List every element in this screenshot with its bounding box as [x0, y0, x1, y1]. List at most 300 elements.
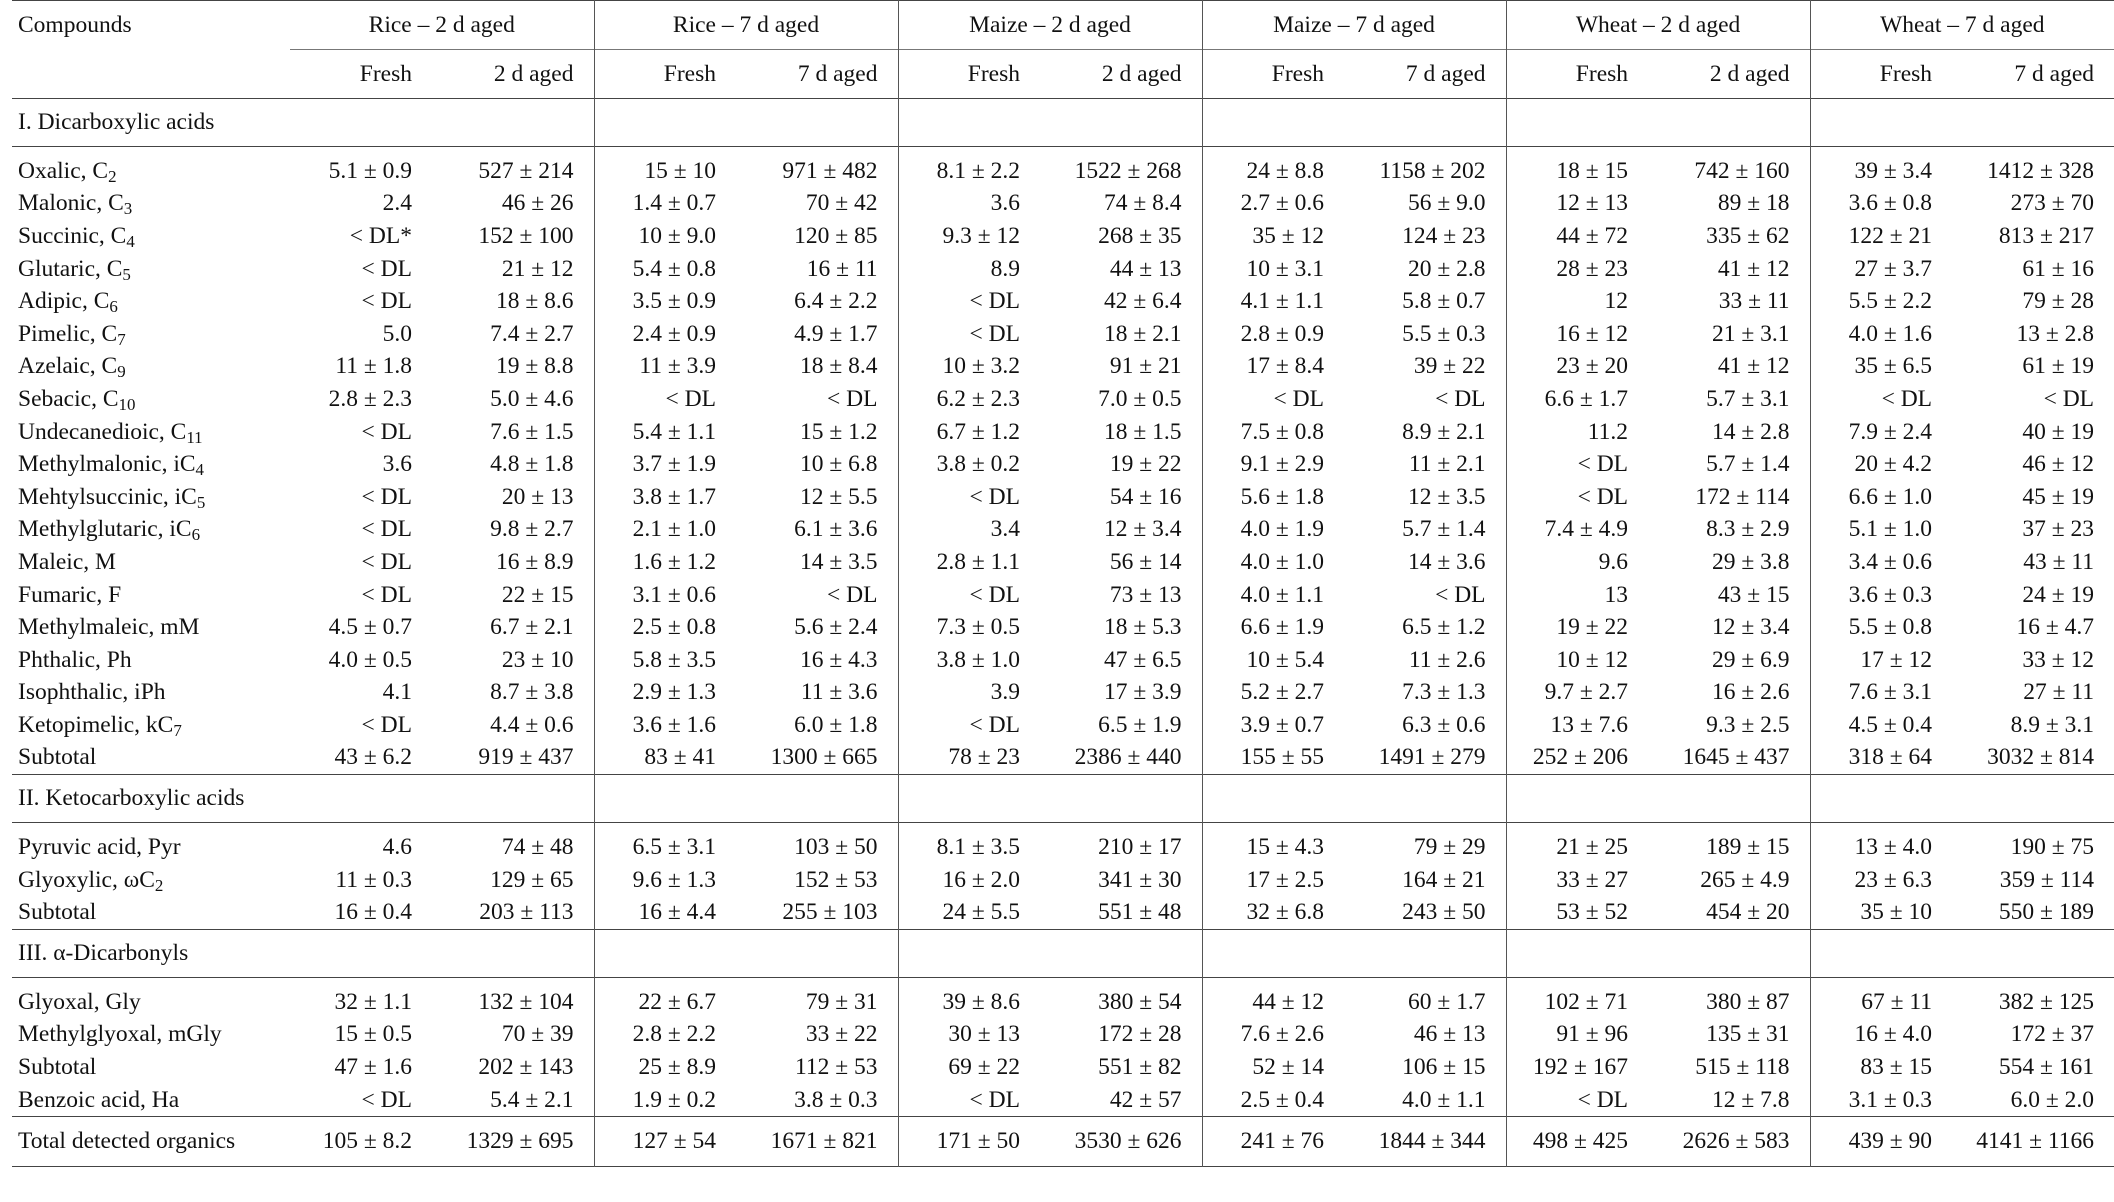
value-cell: 17 ± 8.4 — [1202, 351, 1344, 384]
value-cell: 79 ± 29 — [1413, 834, 1486, 861]
compound-label: Sebacic, C — [18, 385, 119, 412]
compound-name — [12, 896, 290, 929]
total-value-cell: 439 ± 90 — [1810, 1117, 1952, 1167]
value-cell: 152 ± 100 — [478, 222, 574, 249]
value-cell: 15 ± 10 — [594, 147, 736, 188]
value-cell: 103 ± 50 — [794, 834, 878, 861]
value-cell: 56 ± 14 — [1109, 548, 1182, 575]
blank-cell — [1040, 930, 1202, 978]
value-cell: 9.3 ± 2.5 — [1706, 711, 1790, 738]
compound-label: Oxalic, C — [18, 157, 109, 184]
compound-label: Phthalic, Ph — [18, 646, 132, 673]
value-cell: 3.9 — [898, 677, 1040, 710]
value-cell: < DL — [898, 579, 1040, 612]
carbon-subscript: 7 — [173, 720, 182, 740]
value-cell: 35 ± 12 — [1202, 220, 1344, 253]
value-cell: 6.5 ± 3.1 — [594, 823, 736, 864]
value-cell: 8.7 ± 3.8 — [490, 679, 574, 706]
value-cell: 13 ± 2.8 — [2016, 320, 2095, 347]
value-cell: 13 ± 4.0 — [1810, 823, 1952, 864]
value-cell: 2.1 ± 1.0 — [594, 514, 736, 547]
value-cell: 268 ± 35 — [1098, 222, 1182, 249]
value-cell: 30 ± 13 — [898, 1019, 1040, 1052]
value-cell: 164 ± 21 — [1402, 866, 1486, 893]
value-cell: 3.5 ± 0.9 — [594, 285, 736, 318]
blank-cell — [1506, 775, 1648, 823]
value-cell: 202 ± 143 — [478, 1054, 574, 1081]
value-cell: 3.9 ± 0.7 — [1202, 709, 1344, 742]
value-cell: 15 ± 4.3 — [1202, 823, 1344, 864]
value-cell: 79 ± 28 — [2022, 288, 2095, 315]
table-row — [12, 416, 2114, 449]
table-row — [12, 579, 2114, 612]
sub-header: Fresh — [1202, 50, 1344, 99]
value-cell: 44 ± 12 — [1202, 978, 1344, 1019]
value-cell: 16 ± 4.0 — [1810, 1019, 1952, 1052]
value-cell: 11.2 — [1506, 416, 1648, 449]
blank-cell — [594, 930, 736, 978]
value-cell: 5.4 ± 2.1 — [490, 1086, 574, 1113]
value-cell: 16 ± 4.3 — [799, 646, 878, 673]
value-cell: 380 ± 54 — [1098, 988, 1182, 1015]
value-cell: 18 ± 8.4 — [799, 353, 878, 380]
value-cell: 73 ± 13 — [1109, 581, 1182, 608]
value-cell: 6.5 ± 1.2 — [1402, 614, 1486, 641]
compound-label: Methylmaleic, mM — [18, 614, 200, 641]
blank-cell — [898, 775, 1040, 823]
total-label: Total detected organics — [18, 1128, 236, 1155]
value-cell: 454 ± 20 — [1706, 899, 1790, 926]
value-cell: 16 ± 4.4 — [594, 896, 736, 929]
value-cell: 17 ± 2.5 — [1202, 864, 1344, 897]
value-cell: 11 ± 3.9 — [594, 351, 736, 384]
total-value-cell: 4141 ± 1166 — [1976, 1128, 2095, 1155]
value-cell: 2.7 ± 0.6 — [1202, 188, 1344, 221]
blank-cell — [432, 930, 594, 978]
value-cell: < DL — [2043, 385, 2095, 412]
compound-label: Undecanedioic, C — [18, 418, 187, 445]
compounds-header: Compounds — [18, 11, 132, 38]
table-row — [12, 1019, 2114, 1052]
compound-name — [12, 864, 290, 897]
blank-cell — [736, 930, 898, 978]
table-row — [12, 285, 2114, 318]
value-cell: 17 ± 3.9 — [1103, 679, 1182, 706]
value-cell: 8.9 ± 2.1 — [1402, 418, 1486, 445]
value-cell: 2.8 ± 1.1 — [898, 546, 1040, 579]
blank-cell — [1810, 775, 1952, 823]
value-cell: 3.1 ± 0.6 — [594, 579, 736, 612]
blank-cell — [1040, 99, 1202, 147]
compound-name — [12, 1019, 290, 1052]
value-cell: 24 ± 8.8 — [1202, 147, 1344, 188]
compound-name — [12, 448, 290, 481]
value-cell: 3.8 ± 1.0 — [898, 644, 1040, 677]
table-row — [12, 546, 2114, 579]
value-cell: 91 ± 96 — [1506, 1019, 1648, 1052]
value-cell: 35 ± 6.5 — [1810, 351, 1952, 384]
blank-cell — [290, 930, 432, 978]
value-cell: 551 ± 82 — [1098, 1054, 1182, 1081]
compound-name — [12, 285, 290, 318]
value-cell: 12 ± 5.5 — [799, 483, 878, 510]
value-cell: < DL — [1506, 1084, 1648, 1117]
value-cell: 341 ± 30 — [1098, 866, 1182, 893]
table-row — [12, 864, 2114, 897]
value-cell: 16 ± 11 — [806, 255, 878, 282]
compound-name — [12, 1051, 290, 1084]
value-cell: 10 ± 9.0 — [594, 220, 736, 253]
value-cell: 12 ± 3.4 — [1103, 516, 1182, 543]
value-cell: 22 ± 15 — [501, 581, 574, 608]
value-cell: 13 ± 7.6 — [1506, 709, 1648, 742]
value-cell: 132 ± 104 — [478, 988, 574, 1015]
compound-name — [12, 677, 290, 710]
section-title: III. α-Dicarbonyls — [18, 940, 189, 967]
value-cell: < DL — [361, 548, 412, 575]
sub-header: 2 d aged — [1040, 50, 1202, 99]
value-cell: 4.8 ± 1.8 — [490, 451, 574, 478]
value-cell: 2.8 ± 2.2 — [594, 1019, 736, 1052]
value-cell: 5.1 ± 0.9 — [328, 157, 412, 184]
value-cell: 527 ± 214 — [478, 157, 574, 184]
value-cell: 5.6 ± 1.8 — [1202, 481, 1344, 514]
blank-cell — [1952, 775, 2114, 823]
value-cell: 4.5 ± 0.7 — [328, 614, 412, 641]
value-cell: 9.8 ± 2.7 — [490, 516, 574, 543]
value-cell: < DL — [827, 581, 878, 608]
table-row — [12, 823, 2114, 864]
value-cell: 7.6 ± 1.5 — [490, 418, 574, 445]
value-cell: 8.1 ± 3.5 — [898, 823, 1040, 864]
value-cell: 4.4 ± 0.6 — [490, 711, 574, 738]
value-cell: 16 ± 12 — [1506, 318, 1648, 351]
value-cell: 7.4 ± 2.7 — [490, 320, 574, 347]
value-cell: 17 ± 12 — [1810, 644, 1952, 677]
value-cell: 172 ± 37 — [2010, 1021, 2095, 1048]
sub-header: 2 d aged — [1648, 50, 1810, 99]
compound-name — [12, 1084, 290, 1117]
value-cell: 47 ± 6.5 — [1103, 646, 1182, 673]
value-cell: 33 ± 22 — [805, 1021, 878, 1048]
value-cell: 12 ± 7.8 — [1712, 1086, 1790, 1113]
value-cell: 18 ± 8.6 — [495, 288, 574, 315]
value-cell: 1158 ± 202 — [1379, 157, 1486, 184]
value-cell: 79 ± 31 — [805, 988, 878, 1015]
value-cell: 3.8 ± 1.7 — [594, 481, 736, 514]
value-cell: 42 ± 57 — [1109, 1086, 1182, 1113]
value-cell: 265 ± 4.9 — [1700, 866, 1790, 893]
value-cell: 1412 ± 328 — [1987, 157, 2095, 184]
value-cell: 33 ± 12 — [2022, 646, 2095, 673]
value-cell: 25 ± 8.9 — [594, 1051, 736, 1084]
blank-cell — [898, 99, 1040, 147]
value-cell: < DL — [361, 711, 412, 738]
value-cell: 7.9 ± 2.4 — [1810, 416, 1952, 449]
blank-cell — [1202, 775, 1344, 823]
value-cell: < DL — [1202, 383, 1344, 416]
value-cell: 40 ± 19 — [2022, 418, 2095, 445]
compound-label: Subtotal — [18, 899, 97, 926]
value-cell: 106 ± 15 — [1402, 1054, 1486, 1081]
value-cell: 6.5 ± 1.9 — [1098, 711, 1182, 738]
value-cell: 43 ± 11 — [2023, 548, 2095, 575]
blank-cell — [432, 99, 594, 147]
value-cell: 15 ± 1.2 — [799, 418, 878, 445]
group-header: Wheat – 7 d aged — [1810, 1, 2114, 50]
value-cell: 69 ± 22 — [898, 1051, 1040, 1084]
value-cell: 7.3 ± 1.3 — [1402, 679, 1486, 706]
group-header: Maize – 2 d aged — [898, 1, 1202, 50]
value-cell: 172 ± 114 — [1695, 483, 1790, 510]
value-cell: < DL — [1506, 481, 1648, 514]
value-cell: 10 ± 3.2 — [898, 351, 1040, 384]
total-row — [12, 1117, 2114, 1167]
value-cell: < DL — [1506, 448, 1648, 481]
total-value-cell: 171 ± 50 — [898, 1117, 1040, 1167]
total-value-cell: 1844 ± 344 — [1378, 1128, 1486, 1155]
value-cell: 554 ± 161 — [1998, 1054, 2095, 1081]
value-cell: 4.1 — [382, 679, 412, 706]
carbon-subscript: 9 — [117, 362, 126, 382]
value-cell: 382 ± 125 — [1998, 988, 2095, 1015]
compound-label: Azelaic, C — [18, 353, 118, 380]
value-cell: 919 ± 437 — [478, 744, 574, 771]
value-cell: 3.4 — [898, 514, 1040, 547]
compound-name — [12, 514, 290, 547]
value-cell: 16 ± 0.4 — [334, 899, 412, 926]
value-cell: 22 ± 6.7 — [594, 978, 736, 1019]
value-cell: 6.1 ± 3.6 — [794, 516, 878, 543]
value-cell: 18 ± 15 — [1506, 147, 1648, 188]
value-cell: 12 ± 13 — [1506, 188, 1648, 221]
value-cell: 7.6 ± 2.6 — [1202, 1019, 1344, 1052]
value-cell: 243 ± 50 — [1402, 899, 1486, 926]
table-row — [12, 742, 2114, 775]
blank-cell — [1344, 775, 1506, 823]
value-cell: 11 ± 1.8 — [335, 353, 412, 380]
value-cell: 155 ± 55 — [1202, 742, 1344, 775]
value-cell: 3.6 — [898, 188, 1040, 221]
carbon-subscript: 6 — [191, 525, 201, 545]
value-cell: < DL — [361, 516, 412, 543]
blank-cell — [736, 99, 898, 147]
value-cell: 4.0 ± 1.1 — [1202, 579, 1344, 612]
blank-cell — [1952, 930, 2114, 978]
total-value-cell: 1671 ± 821 — [770, 1128, 878, 1155]
value-cell: < DL — [594, 383, 736, 416]
section-row — [12, 775, 2114, 823]
blank-cell — [1202, 930, 1344, 978]
compound-name — [12, 709, 290, 742]
value-cell: 32 ± 1.1 — [334, 988, 412, 1015]
value-cell: 20 ± 4.2 — [1810, 448, 1952, 481]
blank-cell — [1202, 99, 1344, 147]
compound-name — [12, 188, 290, 221]
total-value-cell: 127 ± 54 — [594, 1117, 736, 1167]
value-cell: 273 ± 70 — [2010, 190, 2095, 217]
compounds-table — [12, 0, 2114, 1167]
carbon-subscript: 4 — [195, 460, 204, 480]
value-cell: 83 ± 41 — [594, 742, 736, 775]
value-cell: 742 ± 160 — [1694, 157, 1790, 184]
value-cell: 7.5 ± 0.8 — [1202, 416, 1344, 449]
value-cell: 6.2 ± 2.3 — [898, 383, 1040, 416]
value-cell: 7.4 ± 4.9 — [1506, 514, 1648, 547]
value-cell: 5.7 ± 3.1 — [1706, 385, 1790, 412]
value-cell: 1.9 ± 0.2 — [594, 1084, 736, 1117]
blank-cell — [1344, 930, 1506, 978]
blank-cell — [1952, 99, 2114, 147]
value-cell: 122 ± 21 — [1810, 220, 1952, 253]
compound-label: Pimelic, C — [18, 320, 118, 347]
table-row — [12, 644, 2114, 677]
value-cell: 74 ± 48 — [501, 834, 574, 861]
value-cell: 5.7 ± 1.4 — [1402, 516, 1486, 543]
section-title: I. Dicarboxylic acids — [18, 109, 215, 135]
value-cell: 3032 ± 814 — [1987, 744, 2095, 771]
compound-label: Subtotal — [18, 744, 97, 771]
group-header: Wheat – 2 d aged — [1506, 1, 1810, 50]
value-cell: 190 ± 75 — [2010, 834, 2095, 861]
value-cell: 19 ± 22 — [1506, 611, 1648, 644]
value-cell: 23 ± 20 — [1506, 351, 1648, 384]
value-cell: 7.0 ± 0.5 — [1098, 385, 1182, 412]
compound-label: Benzoic acid, Ha — [18, 1086, 180, 1113]
group-header: Rice – 2 d aged — [368, 11, 515, 38]
value-cell: 102 ± 71 — [1506, 978, 1648, 1019]
value-cell: 16 ± 2.0 — [898, 864, 1040, 897]
table-row — [12, 448, 2114, 481]
value-cell: 192 ± 167 — [1506, 1051, 1648, 1084]
compound-name — [12, 147, 290, 188]
sub-header: Fresh — [594, 50, 736, 99]
value-cell: 8.1 ± 2.2 — [898, 147, 1040, 188]
value-cell: 971 ± 482 — [782, 157, 878, 184]
value-cell: 6.6 ± 1.9 — [1202, 611, 1344, 644]
value-cell: 12 ± 3.4 — [1712, 614, 1790, 641]
compound-name — [12, 383, 290, 416]
value-cell: 9.6 ± 1.3 — [594, 864, 736, 897]
value-cell: 359 ± 114 — [1999, 866, 2095, 893]
value-cell: 23 ± 6.3 — [1810, 864, 1952, 897]
blank-cell — [1648, 99, 1810, 147]
value-cell: 70 ± 42 — [805, 190, 878, 217]
compound-name — [12, 416, 290, 449]
value-cell: 129 ± 65 — [490, 866, 574, 893]
value-cell: 11 ± 0.3 — [335, 866, 412, 893]
value-cell: 5.1 ± 1.0 — [1810, 514, 1952, 547]
compound-name — [12, 823, 290, 864]
value-cell: 21 ± 25 — [1506, 823, 1648, 864]
table-row — [12, 220, 2114, 253]
value-cell: 1491 ± 279 — [1378, 744, 1486, 771]
value-cell: 53 ± 52 — [1506, 896, 1648, 929]
compound-label: Glyoxylic, ωC — [18, 866, 155, 893]
value-cell: 6.0 ± 2.0 — [2010, 1086, 2095, 1113]
compound-label: Methylglyoxal, mGly — [18, 1021, 222, 1048]
total-value-cell: 1329 ± 695 — [466, 1128, 574, 1155]
value-cell: 29 ± 3.8 — [1712, 548, 1790, 575]
compound-name — [12, 481, 290, 514]
value-cell: < DL — [361, 581, 412, 608]
value-cell: 4.1 ± 1.1 — [1202, 285, 1344, 318]
value-cell: < DL — [898, 1084, 1040, 1117]
value-cell: 7.3 ± 0.5 — [898, 611, 1040, 644]
value-cell: 135 ± 31 — [1706, 1021, 1790, 1048]
value-cell: 21 ± 12 — [501, 255, 574, 282]
value-cell: 12 — [1506, 285, 1648, 318]
value-cell: 124 ± 23 — [1402, 222, 1486, 249]
value-cell: 33 ± 27 — [1506, 864, 1648, 897]
value-cell: 4.0 ± 1.1 — [1402, 1086, 1486, 1113]
section-title: II. Ketocarboxylic acids — [18, 785, 245, 812]
value-cell: 4.5 ± 0.4 — [1810, 709, 1952, 742]
value-cell: 1300 ± 665 — [770, 744, 878, 771]
sub-header: 7 d aged — [1952, 50, 2114, 99]
value-cell: < DL — [898, 318, 1040, 351]
value-cell: 1.4 ± 0.7 — [594, 188, 736, 221]
compound-label: Mehtylsuccinic, iC — [18, 483, 197, 510]
compound-name — [12, 220, 290, 253]
value-cell: 42 ± 6.4 — [1103, 288, 1182, 315]
value-cell: 8.9 — [898, 253, 1040, 286]
value-cell: 252 ± 206 — [1506, 742, 1648, 775]
value-cell: 6.0 ± 1.8 — [794, 711, 878, 738]
value-cell: 203 ± 113 — [479, 899, 574, 926]
blank-cell — [736, 775, 898, 823]
value-cell: 5.8 ± 3.5 — [594, 644, 736, 677]
value-cell: 10 ± 3.1 — [1202, 253, 1344, 286]
value-cell: 16 ± 4.7 — [2016, 614, 2095, 641]
section-row — [12, 930, 2114, 978]
blank-cell — [1810, 99, 1952, 147]
carbon-subscript: 5 — [196, 492, 206, 512]
table-row — [12, 318, 2114, 351]
value-cell: 20 ± 13 — [501, 483, 574, 510]
blank-cell — [1344, 99, 1506, 147]
value-cell: 61 ± 19 — [2022, 353, 2095, 380]
value-cell: 52 ± 14 — [1202, 1051, 1344, 1084]
value-cell: 70 ± 39 — [501, 1021, 574, 1048]
sub-header: 2 d aged — [432, 50, 594, 99]
table-row — [12, 896, 2114, 929]
value-cell: 28 ± 23 — [1506, 253, 1648, 286]
compound-label: Subtotal — [18, 1054, 97, 1081]
value-cell: 3.8 ± 0.2 — [898, 448, 1040, 481]
value-cell: 813 ± 217 — [1998, 222, 2095, 249]
value-cell: 74 ± 8.4 — [1103, 190, 1182, 217]
table-row — [12, 611, 2114, 644]
compound-label: Maleic, M — [18, 548, 116, 575]
value-cell: 515 ± 118 — [1695, 1054, 1790, 1081]
value-cell: 5.8 ± 0.7 — [1402, 288, 1486, 315]
value-cell: 5.5 ± 2.2 — [1810, 285, 1952, 318]
value-cell: 1645 ± 437 — [1682, 744, 1790, 771]
compound-label: Isophthalic, iPh — [18, 679, 166, 706]
compound-name — [12, 978, 290, 1019]
value-cell: 5.6 ± 2.4 — [794, 614, 878, 641]
table-row — [12, 188, 2114, 221]
carbon-subscript: 6 — [109, 297, 118, 317]
blank-cell — [1506, 930, 1648, 978]
blank-cell — [1040, 775, 1202, 823]
value-cell: 6.7 ± 2.1 — [490, 614, 574, 641]
sub-header: 7 d aged — [1344, 50, 1506, 99]
carbon-subscript: 11 — [186, 427, 203, 447]
value-cell: 10 ± 5.4 — [1202, 644, 1344, 677]
value-cell: 89 ± 18 — [1717, 190, 1790, 217]
